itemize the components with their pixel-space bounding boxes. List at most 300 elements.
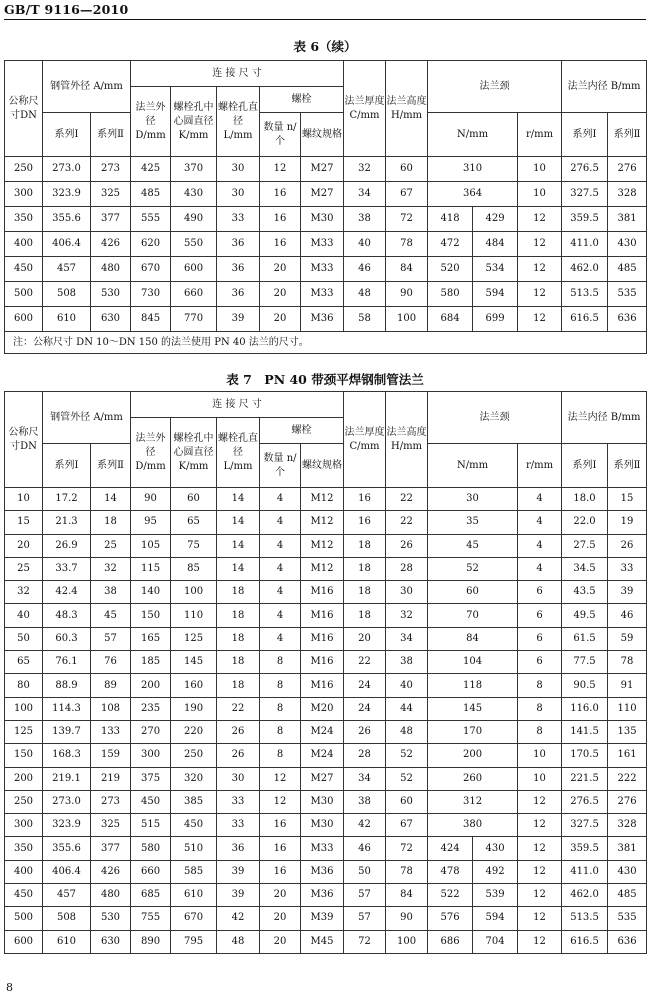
table-cell: 18 — [344, 581, 386, 604]
table-cell: 670 — [171, 907, 217, 930]
table-cell: 580 — [131, 837, 171, 860]
table-cell: 116.0 — [562, 697, 608, 720]
table-cell: M27 — [301, 157, 344, 182]
table-cell: 26 — [217, 744, 260, 767]
table-cell: 450 — [5, 257, 43, 282]
table-cell: 60 — [386, 157, 428, 182]
table-cell: 610 — [171, 884, 217, 907]
table-cell: 276 — [608, 157, 647, 182]
table-cell: 125 — [5, 720, 43, 743]
table-row — [5, 627, 647, 650]
table-cell: 323.9 — [43, 814, 91, 837]
table-cell: M16 — [301, 651, 344, 674]
col-inner-series2: 系列Ⅱ — [608, 113, 647, 157]
table-cell: 406.4 — [43, 232, 91, 257]
table-cell: 513.5 — [562, 282, 608, 307]
table-cell: 60 — [386, 790, 428, 813]
table-cell: 325 — [91, 182, 131, 207]
table-cell: 6 — [518, 627, 562, 650]
table-cell: 530 — [91, 282, 131, 307]
table-cell: 32 — [5, 581, 43, 604]
table-cell: 90.5 — [562, 674, 608, 697]
table-cell: 34 — [344, 767, 386, 790]
table-cell: 300 — [5, 814, 43, 837]
table-cell: 14 — [217, 488, 260, 511]
table-cell: 600 — [5, 307, 43, 332]
table-cell: 312 — [428, 790, 518, 813]
table-cell: 36 — [217, 837, 260, 860]
col-bolt: 螺栓 — [260, 418, 344, 444]
table-cell: 145 — [171, 651, 217, 674]
col-thickness: 法兰厚度 C/mm — [344, 61, 386, 157]
table-cell: 359.5 — [562, 837, 608, 860]
table-row — [5, 511, 647, 534]
table-cell: M12 — [301, 488, 344, 511]
table-row — [5, 307, 647, 332]
table-cell: 100 — [386, 930, 428, 953]
table-cell: 450 — [5, 884, 43, 907]
table-cell: 20 — [260, 282, 301, 307]
table-cell: 522 — [428, 884, 473, 907]
table-cell: M20 — [301, 697, 344, 720]
table-cell: 6 — [518, 581, 562, 604]
table7-body — [5, 488, 647, 954]
table-cell: 500 — [5, 907, 43, 930]
table-cell: 26.9 — [43, 534, 91, 557]
table-cell: 20 — [260, 307, 301, 332]
table7 — [4, 391, 647, 954]
table-cell: 513.5 — [562, 907, 608, 930]
table-cell: 12 — [260, 790, 301, 813]
table-cell: 200 — [5, 767, 43, 790]
table-cell: 108 — [91, 697, 131, 720]
table-cell: 535 — [608, 282, 647, 307]
table-cell: 36 — [217, 282, 260, 307]
table-cell: 490 — [171, 207, 217, 232]
table-cell: 273.0 — [43, 790, 91, 813]
table-cell: 328 — [608, 814, 647, 837]
table-cell: 38 — [344, 790, 386, 813]
table-cell: 133 — [91, 720, 131, 743]
table-cell: 4 — [260, 488, 301, 511]
table-cell: 636 — [608, 930, 647, 953]
table-cell: 250 — [5, 790, 43, 813]
table-cell: 26 — [217, 720, 260, 743]
col-neck: 法兰颈 — [428, 392, 562, 444]
table-cell: 45 — [91, 604, 131, 627]
table-cell: 273 — [91, 157, 131, 182]
table-cell: 660 — [171, 282, 217, 307]
table-cell: 30 — [428, 488, 518, 511]
table-cell: 200 — [428, 744, 518, 767]
table-cell: 364 — [428, 182, 518, 207]
table-cell: 19 — [608, 511, 647, 534]
table-cell: 325 — [91, 814, 131, 837]
table-cell: 450 — [131, 790, 171, 813]
table-cell: 20 — [344, 627, 386, 650]
header-rule — [4, 19, 646, 20]
table-cell: 85 — [171, 557, 217, 580]
table-cell: 65 — [5, 651, 43, 674]
table-cell: 510 — [171, 837, 217, 860]
col-pipe-od: 钢管外径 A/mm — [43, 392, 131, 444]
table-cell: 30 — [217, 157, 260, 182]
table-cell: 110 — [171, 604, 217, 627]
table-cell: 24 — [344, 697, 386, 720]
col-flange-od: 法兰外径 D/mm — [131, 87, 171, 157]
table-cell: 636 — [608, 307, 647, 332]
table-cell: 485 — [608, 257, 647, 282]
table-row — [5, 557, 647, 580]
col-bolt-hole: 螺栓孔直径 L/mm — [217, 87, 260, 157]
table-cell: 327.5 — [562, 814, 608, 837]
table-cell: 457 — [43, 257, 91, 282]
table-cell: 118 — [428, 674, 518, 697]
table-cell: 8 — [260, 744, 301, 767]
col-flange-od: 法兰外径 D/mm — [131, 418, 171, 488]
table-cell: 594 — [473, 907, 518, 930]
table-cell: 8 — [518, 720, 562, 743]
table-cell: 485 — [608, 884, 647, 907]
table-cell: 276 — [608, 790, 647, 813]
table-cell: 76 — [91, 651, 131, 674]
table-cell: 84 — [428, 627, 518, 650]
table-cell: 61.5 — [562, 627, 608, 650]
table-row — [5, 930, 647, 953]
table-cell: 555 — [131, 207, 171, 232]
table-cell: 359.5 — [562, 207, 608, 232]
table-cell: 49.5 — [562, 604, 608, 627]
table-cell: 600 — [171, 257, 217, 282]
table-row — [5, 697, 647, 720]
table-cell: 500 — [5, 282, 43, 307]
table-cell: 4 — [260, 604, 301, 627]
table-cell: 219.1 — [43, 767, 91, 790]
table-cell: 45 — [428, 534, 518, 557]
table-cell: 480 — [91, 884, 131, 907]
table-cell: 16 — [344, 488, 386, 511]
col-inner-series1: 系列Ⅰ — [562, 444, 608, 488]
table-cell: 600 — [5, 930, 43, 953]
table-cell: 185 — [131, 651, 171, 674]
table-row — [5, 860, 647, 883]
table-cell: 67 — [386, 182, 428, 207]
table-cell: 105 — [131, 534, 171, 557]
table-cell: 323.9 — [43, 182, 91, 207]
table-cell: 89 — [91, 674, 131, 697]
col-bolt-thread: 螺纹规格 — [301, 113, 344, 157]
table-cell: 530 — [91, 907, 131, 930]
table-cell: 12 — [518, 907, 562, 930]
table-cell: 22 — [217, 697, 260, 720]
table-cell: 46 — [344, 837, 386, 860]
table-cell: M24 — [301, 744, 344, 767]
table-cell: 670 — [131, 257, 171, 282]
table-cell: M30 — [301, 207, 344, 232]
table-cell: 350 — [5, 207, 43, 232]
table-cell: 12 — [518, 814, 562, 837]
table-cell: 377 — [91, 207, 131, 232]
table-cell: 508 — [43, 907, 91, 930]
col-connect: 连 接 尺 寸 — [131, 61, 344, 87]
table-cell: 38 — [91, 581, 131, 604]
table-cell: 33 — [217, 814, 260, 837]
table-cell: 165 — [131, 627, 171, 650]
col-series2: 系列Ⅱ — [91, 444, 131, 488]
table-cell: 8 — [260, 697, 301, 720]
table-row — [5, 282, 647, 307]
table-cell: 616.5 — [562, 930, 608, 953]
table-cell: 4 — [518, 511, 562, 534]
table-cell: 78 — [386, 232, 428, 257]
table-cell: 39 — [217, 860, 260, 883]
table-cell: 24 — [344, 674, 386, 697]
table-cell: 535 — [608, 907, 647, 930]
table-cell: 78 — [608, 651, 647, 674]
table-row — [5, 182, 647, 207]
table-cell: 585 — [171, 860, 217, 883]
table-cell: 80 — [5, 674, 43, 697]
table-cell: 730 — [131, 282, 171, 307]
table-cell: 8 — [260, 651, 301, 674]
table-cell: 21.3 — [43, 511, 91, 534]
table-cell: 40 — [344, 232, 386, 257]
table-cell: 381 — [608, 837, 647, 860]
table-cell: 400 — [5, 232, 43, 257]
table-cell: 33 — [608, 557, 647, 580]
table-cell: M16 — [301, 674, 344, 697]
table-row — [5, 534, 647, 557]
table-cell: M36 — [301, 860, 344, 883]
table-cell: M36 — [301, 307, 344, 332]
table-cell: 15 — [608, 488, 647, 511]
table-row — [5, 157, 647, 182]
table-cell: 350 — [5, 837, 43, 860]
table-cell: 576 — [428, 907, 473, 930]
table-cell: 550 — [171, 232, 217, 257]
table-cell: 33 — [217, 790, 260, 813]
table-cell: 20 — [260, 257, 301, 282]
table-cell: 159 — [91, 744, 131, 767]
table-cell: 48 — [344, 282, 386, 307]
table-cell: 484 — [473, 232, 518, 257]
table-cell: 27.5 — [562, 534, 608, 557]
table-cell: 72 — [386, 837, 428, 860]
col-neck-r: r/mm — [518, 113, 562, 157]
table-cell: M45 — [301, 930, 344, 953]
table-cell: 430 — [608, 860, 647, 883]
table-cell: 385 — [171, 790, 217, 813]
table-cell: 4 — [518, 557, 562, 580]
table-cell: 429 — [473, 207, 518, 232]
table-cell: 161 — [608, 744, 647, 767]
table-cell: 34.5 — [562, 557, 608, 580]
table-cell: 310 — [428, 157, 518, 182]
table-cell: 770 — [171, 307, 217, 332]
table-cell: M30 — [301, 790, 344, 813]
table-cell: 90 — [131, 488, 171, 511]
table-cell: 12 — [260, 157, 301, 182]
table-cell: 10 — [518, 767, 562, 790]
table-cell: 10 — [518, 157, 562, 182]
table6-header — [5, 61, 647, 157]
table-row — [5, 744, 647, 767]
col-dn: 公称尺寸DN — [5, 392, 43, 488]
table-cell: 18 — [217, 651, 260, 674]
table-cell: 16 — [260, 837, 301, 860]
table-cell: 4 — [260, 627, 301, 650]
table-cell: 485 — [131, 182, 171, 207]
table-cell: 75 — [171, 534, 217, 557]
table-cell: 48 — [386, 720, 428, 743]
col-series2: 系列Ⅱ — [91, 113, 131, 157]
table-cell: 100 — [5, 697, 43, 720]
table-cell: 39 — [217, 307, 260, 332]
table-cell: 60 — [428, 581, 518, 604]
table-cell: 72 — [386, 207, 428, 232]
table-row — [5, 814, 647, 837]
table-cell: 38 — [386, 651, 428, 674]
table-cell: 57 — [91, 627, 131, 650]
table-cell: 273.0 — [43, 157, 91, 182]
table-cell: 478 — [428, 860, 473, 883]
table-cell: 685 — [131, 884, 171, 907]
table-cell: 10 — [518, 182, 562, 207]
col-series1: 系列Ⅰ — [43, 444, 91, 488]
table-cell: 4 — [518, 534, 562, 557]
table-cell: 845 — [131, 307, 171, 332]
table-cell: 462.0 — [562, 884, 608, 907]
table-cell: 104 — [428, 651, 518, 674]
table-cell: 43.5 — [562, 581, 608, 604]
table-cell: 16 — [344, 511, 386, 534]
table-cell: 57 — [344, 884, 386, 907]
table-cell: 38 — [344, 207, 386, 232]
table-cell: M27 — [301, 767, 344, 790]
table-cell: M12 — [301, 534, 344, 557]
table-cell: 14 — [217, 557, 260, 580]
table-cell: 890 — [131, 930, 171, 953]
table-cell: 12 — [518, 860, 562, 883]
table-cell: 76.1 — [43, 651, 91, 674]
table-cell: 4 — [518, 488, 562, 511]
table-cell: 30 — [386, 581, 428, 604]
table-cell: 84 — [386, 257, 428, 282]
table6-caption: 表 6（续） — [293, 39, 357, 54]
table-cell: 170 — [428, 720, 518, 743]
table-cell: 12 — [518, 257, 562, 282]
table-cell: 18 — [217, 581, 260, 604]
table-cell: 26 — [608, 534, 647, 557]
table-cell: 200 — [131, 674, 171, 697]
table-cell: 46 — [608, 604, 647, 627]
table-cell: 4 — [260, 581, 301, 604]
table-cell: 515 — [131, 814, 171, 837]
col-height: 法兰高度 H/mm — [386, 61, 428, 157]
table-cell: 12 — [518, 837, 562, 860]
table-cell: 100 — [386, 307, 428, 332]
table-row — [5, 651, 647, 674]
table-cell: 381 — [608, 207, 647, 232]
table-cell: 12 — [260, 767, 301, 790]
table-cell: 90 — [386, 907, 428, 930]
table-cell: 12 — [518, 282, 562, 307]
table-cell: 30 — [217, 182, 260, 207]
table-cell: M12 — [301, 511, 344, 534]
table-cell: 6 — [518, 651, 562, 674]
table-cell: 12 — [518, 232, 562, 257]
table-cell: 235 — [131, 697, 171, 720]
col-bolt: 螺栓 — [260, 87, 344, 113]
table-cell: 12 — [518, 207, 562, 232]
table6-note: 注：公称尺寸 DN 10～DN 150 的法兰使用 PN 40 法兰的尺寸。 — [5, 332, 647, 354]
table-cell: 16 — [260, 860, 301, 883]
table-cell: 795 — [171, 930, 217, 953]
table-cell: 50 — [344, 860, 386, 883]
table-cell: 125 — [171, 627, 217, 650]
table-cell: 34 — [386, 627, 428, 650]
table-cell: 430 — [171, 182, 217, 207]
table-cell: 34 — [344, 182, 386, 207]
table-cell: M16 — [301, 581, 344, 604]
table-cell: 18 — [91, 511, 131, 534]
table-cell: 20 — [260, 884, 301, 907]
table-cell: 430 — [473, 837, 518, 860]
table-cell: 28 — [386, 557, 428, 580]
table-cell: 30 — [217, 767, 260, 790]
table-cell: 406.4 — [43, 860, 91, 883]
table-cell: 457 — [43, 884, 91, 907]
table-cell: M12 — [301, 557, 344, 580]
table-cell: 327.5 — [562, 182, 608, 207]
table-cell: 57 — [344, 907, 386, 930]
table-cell: 72 — [344, 930, 386, 953]
table-cell: 8 — [260, 674, 301, 697]
table-cell: 492 — [473, 860, 518, 883]
table-cell: 25 — [91, 534, 131, 557]
table-cell: 22.0 — [562, 511, 608, 534]
table-cell: 699 — [473, 307, 518, 332]
table-cell: 18 — [344, 604, 386, 627]
table-cell: 150 — [5, 744, 43, 767]
table-cell: 355.6 — [43, 837, 91, 860]
table-cell: 704 — [473, 930, 518, 953]
table-cell: 22 — [386, 488, 428, 511]
table-cell: 190 — [171, 697, 217, 720]
table-row — [5, 488, 647, 511]
table-cell: 33 — [217, 207, 260, 232]
table-cell: 60 — [171, 488, 217, 511]
table-cell: 160 — [171, 674, 217, 697]
table6-body — [5, 157, 647, 332]
table-cell: 32 — [344, 157, 386, 182]
table-cell: 135 — [608, 720, 647, 743]
table-cell: 425 — [131, 157, 171, 182]
table-cell: 44 — [386, 697, 428, 720]
table-cell: 620 — [131, 232, 171, 257]
table-cell: 4 — [260, 534, 301, 557]
col-inner: 法兰内径 B/mm — [562, 392, 647, 444]
table-cell: 58 — [344, 307, 386, 332]
table-cell: 145 — [428, 697, 518, 720]
table-cell: 426 — [91, 232, 131, 257]
table-cell: M33 — [301, 837, 344, 860]
table-cell: 4 — [260, 557, 301, 580]
table-cell: 59 — [608, 627, 647, 650]
table-cell: 375 — [131, 767, 171, 790]
table-cell: 16 — [260, 814, 301, 837]
table-cell: 520 — [428, 257, 473, 282]
